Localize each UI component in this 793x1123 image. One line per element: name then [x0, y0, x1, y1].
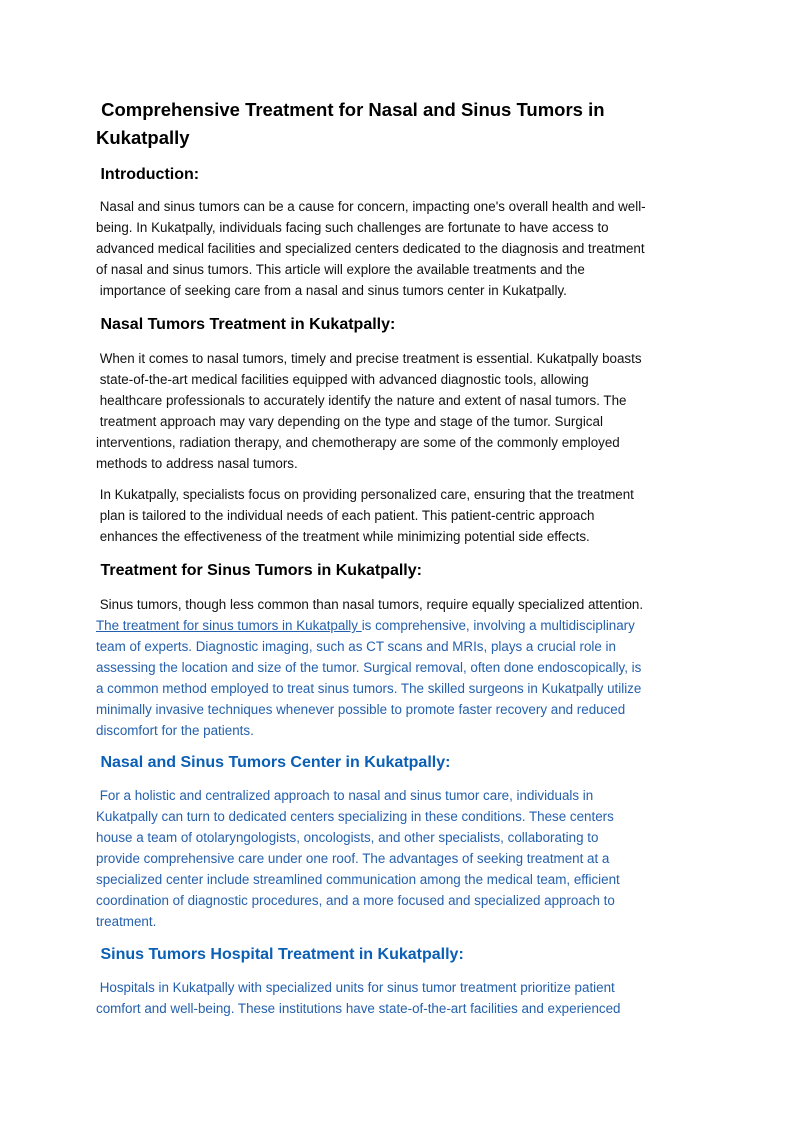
paragraph-line: Sinus tumors, though less common than nasal tumors, require equally specialized attention.	[96, 597, 644, 612]
paragraph-line: Hospitals in Kukatpally with specialized units for sinus tumor treatment prioritize patient	[96, 980, 615, 995]
paragraph-line: team of experts. Diagnostic imaging, such as CT scans and MRIs, plays a crucial role in	[96, 639, 616, 654]
paragraph-line: house a team of otolaryngologists, oncologists, and other specialists, collaborating to	[96, 830, 599, 845]
paragraph-line: comfort and well-being. These institutions have state-of-the-art facilities and experienced	[96, 1001, 621, 1016]
paragraph-line: When it comes to nasal tumors, timely and precise treatment is essential. Kukatpally boasts	[96, 351, 642, 366]
paragraph-line: treatment approach may vary depending on the type and stage of the tumor. Surgical	[96, 414, 603, 429]
paragraph-line: coordination of diagnostic procedures, and a more focused and specialized approach to	[96, 893, 615, 908]
title-line: Kukatpally	[96, 127, 190, 148]
section-heading: Nasal Tumors Treatment in Kukatpally:	[96, 316, 396, 333]
paragraph-line: specialized center include streamlined communication among the medical team, efficient	[96, 872, 620, 887]
section-heading: Introduction:	[96, 166, 200, 183]
paragraph-line: plan is tailored to the individual needs of each patient. This patient-centric approach	[96, 508, 595, 523]
section-heading: Nasal and Sinus Tumors Center in Kukatpally:	[96, 754, 451, 771]
paragraph-line: For a holistic and centralized approach to nasal and sinus tumor care, individuals in	[96, 788, 594, 803]
paragraph-line: treatment.	[96, 914, 157, 929]
paragraph-line: enhances the effectiveness of the treatment while minimizing potential side effects.	[96, 529, 590, 544]
title-line: Comprehensive Treatment for Nasal and Sinus Tumors in	[96, 99, 605, 120]
paragraph-line: state-of-the-art medical facilities equipped with advanced diagnostic tools, allowing	[96, 372, 589, 387]
paragraph-line: methods to address nasal tumors.	[96, 456, 298, 471]
paragraph-line: In Kukatpally, specialists focus on providing personalized care, ensuring that the treatment	[96, 487, 634, 502]
document-title	[96, 96, 605, 152]
paragraph-line-with-link	[96, 615, 643, 636]
paragraph-line: advanced medical facilities and specialized centers dedicated to the diagnosis and treatment	[96, 241, 645, 256]
paragraph-line: discomfort for the patients.	[96, 723, 254, 738]
paragraph-line: minimally invasive techniques whenever possible to promote faster recovery and reduced	[96, 702, 626, 717]
paragraph-line: importance of seeking care from a nasal and sinus tumors center in Kukatpally.	[96, 283, 567, 298]
paragraph-line: of nasal and sinus tumors. This article will explore the available treatments and the	[96, 262, 585, 277]
paragraph-line: assessing the location and size of the tumor. Surgical removal, often done endoscopically, is	[96, 660, 642, 675]
link-line-rest: is comprehensive, involving a multidisciplinary	[361, 618, 635, 633]
paragraph-line: interventions, radiation therapy, and chemotherapy are some of the commonly employed	[96, 435, 620, 450]
paragraph	[96, 785, 620, 932]
paragraph-line: a common method employed to treat sinus tumors. The skilled surgeons in Kukatpally utilize	[96, 681, 642, 696]
paragraph-line: Kukatpally can turn to dedicated centers specializing in these conditions. These centers	[96, 809, 614, 824]
paragraph	[96, 977, 621, 1019]
paragraph-line: being. In Kukatpally, individuals facing such challenges are fortunate to have access to	[96, 220, 609, 235]
section-heading: Treatment for Sinus Tumors in Kukatpally:	[96, 562, 422, 579]
paragraph	[96, 196, 646, 301]
paragraph-line: healthcare professionals to accurately identify the nature and extent of nasal tumors. The	[96, 393, 627, 408]
paragraph	[96, 484, 634, 547]
sinus-treatment-link[interactable]: The treatment for sinus tumors in Kukatpally	[96, 618, 362, 633]
paragraph-line: provide comprehensive care under one roof. The advantages of seeking treatment at a	[96, 851, 610, 866]
paragraph	[96, 594, 643, 741]
paragraph	[96, 348, 642, 474]
section-heading: Sinus Tumors Hospital Treatment in Kukatpally:	[96, 946, 464, 963]
paragraph-line: Nasal and sinus tumors can be a cause for concern, impacting one's overall health and well-	[96, 199, 646, 214]
